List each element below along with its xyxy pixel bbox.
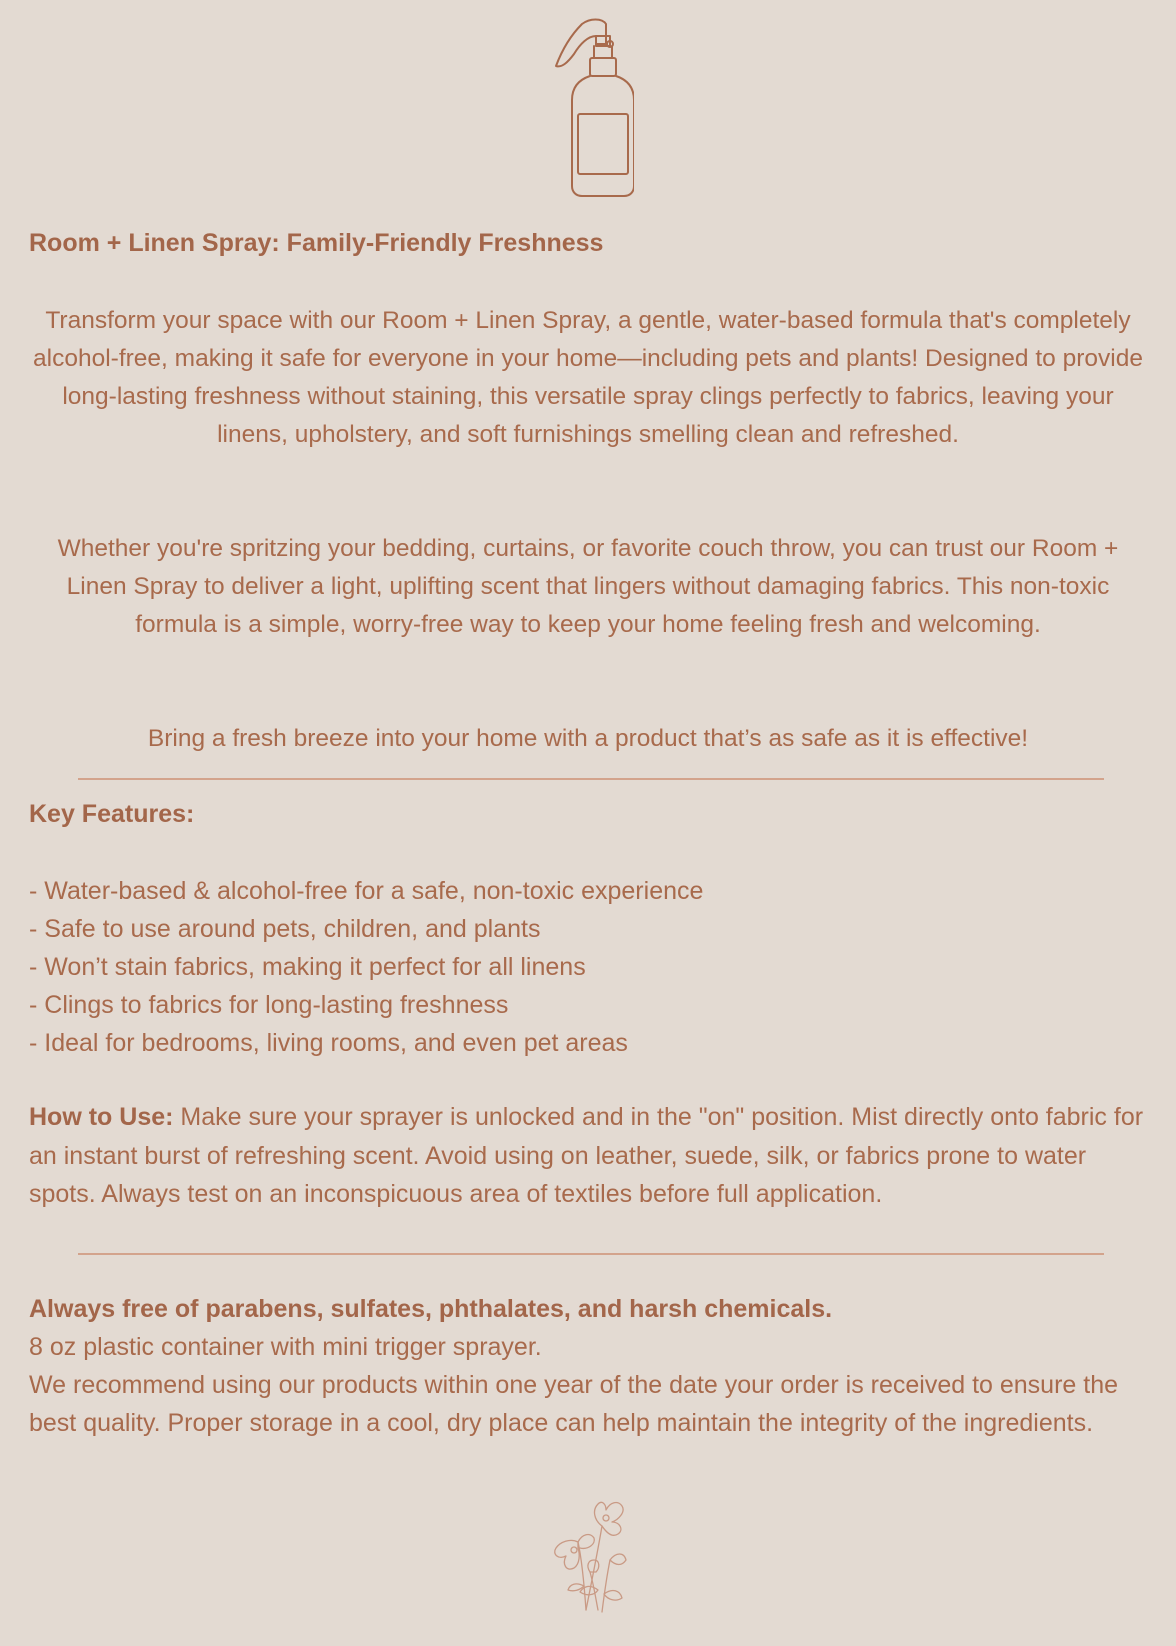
feature-item: - Ideal for bedrooms, living rooms, and even pet areas [29,1029,628,1057]
feature-item: - Safe to use around pets, children, and plants [29,915,541,943]
features-heading: Key Features: [29,800,195,828]
how-to-use-text: Make sure your sprayer is unlocked and in the "on" position. Mist directly onto fabric for an instant burst of refreshing scent. Avoid using on leather, suede, silk, or fabrics prone to water spots. Always test on an inconspicuous area of textiles before full application. [29,1103,1144,1208]
divider [78,778,1104,780]
divider [78,1253,1104,1255]
usage-recommendation: We recommend using our products within one year of the date your order is received to ensure the best quality. Proper storage in a cool, dry place can help maintain the integrity of the ingredients. [29,1371,1119,1437]
feature-item: - Water-based & alcohol-free for a safe, non-toxic experience [29,877,704,905]
how-to-use-section [29,1098,1159,1214]
intro-paragraph-1: Transform your space with our Room + Linen Spray, a gentle, water-based formula that's completely alcohol-free, making it safe for everyone in your home—including pets and plants! Designed to provide long-lasting freshness without staining, this versatile spray clings perfectly to fabrics, leaving your linens, upholstery, and soft furnishings smelling clean and refreshed. [33,307,1143,448]
feature-item: - Clings to fabrics for long-lasting freshness [29,991,509,1019]
feature-item: - Won’t stain fabrics, making it perfect for all linens [29,953,586,981]
flower-icon [540,1490,644,1614]
how-to-use-label: How to Use: [29,1103,174,1131]
free-of-statement: Always free of parabens, sulfates, phthalates, and harsh chemicals. [29,1295,833,1323]
page-title: Room + Linen Spray: Family-Friendly Freshness [29,229,604,257]
footer-notes [29,1290,1159,1442]
features-list [29,872,703,1062]
spray-bottle-icon [548,14,634,204]
intro-paragraph-2: Whether you're spritzing your bedding, curtains, or favorite couch throw, you can trust our Room + Linen Spray to deliver a light, uplifting scent that lingers without damaging fabrics. This non-toxic formula is a simple, worry-free way to keep your home feeling fresh and welcoming. [57,535,1119,638]
intro-paragraph-3: Bring a fresh breeze into your home with a product that’s as safe as it is effective! [147,725,1029,752]
container-info: 8 oz plastic container with mini trigger sprayer. [29,1333,542,1361]
